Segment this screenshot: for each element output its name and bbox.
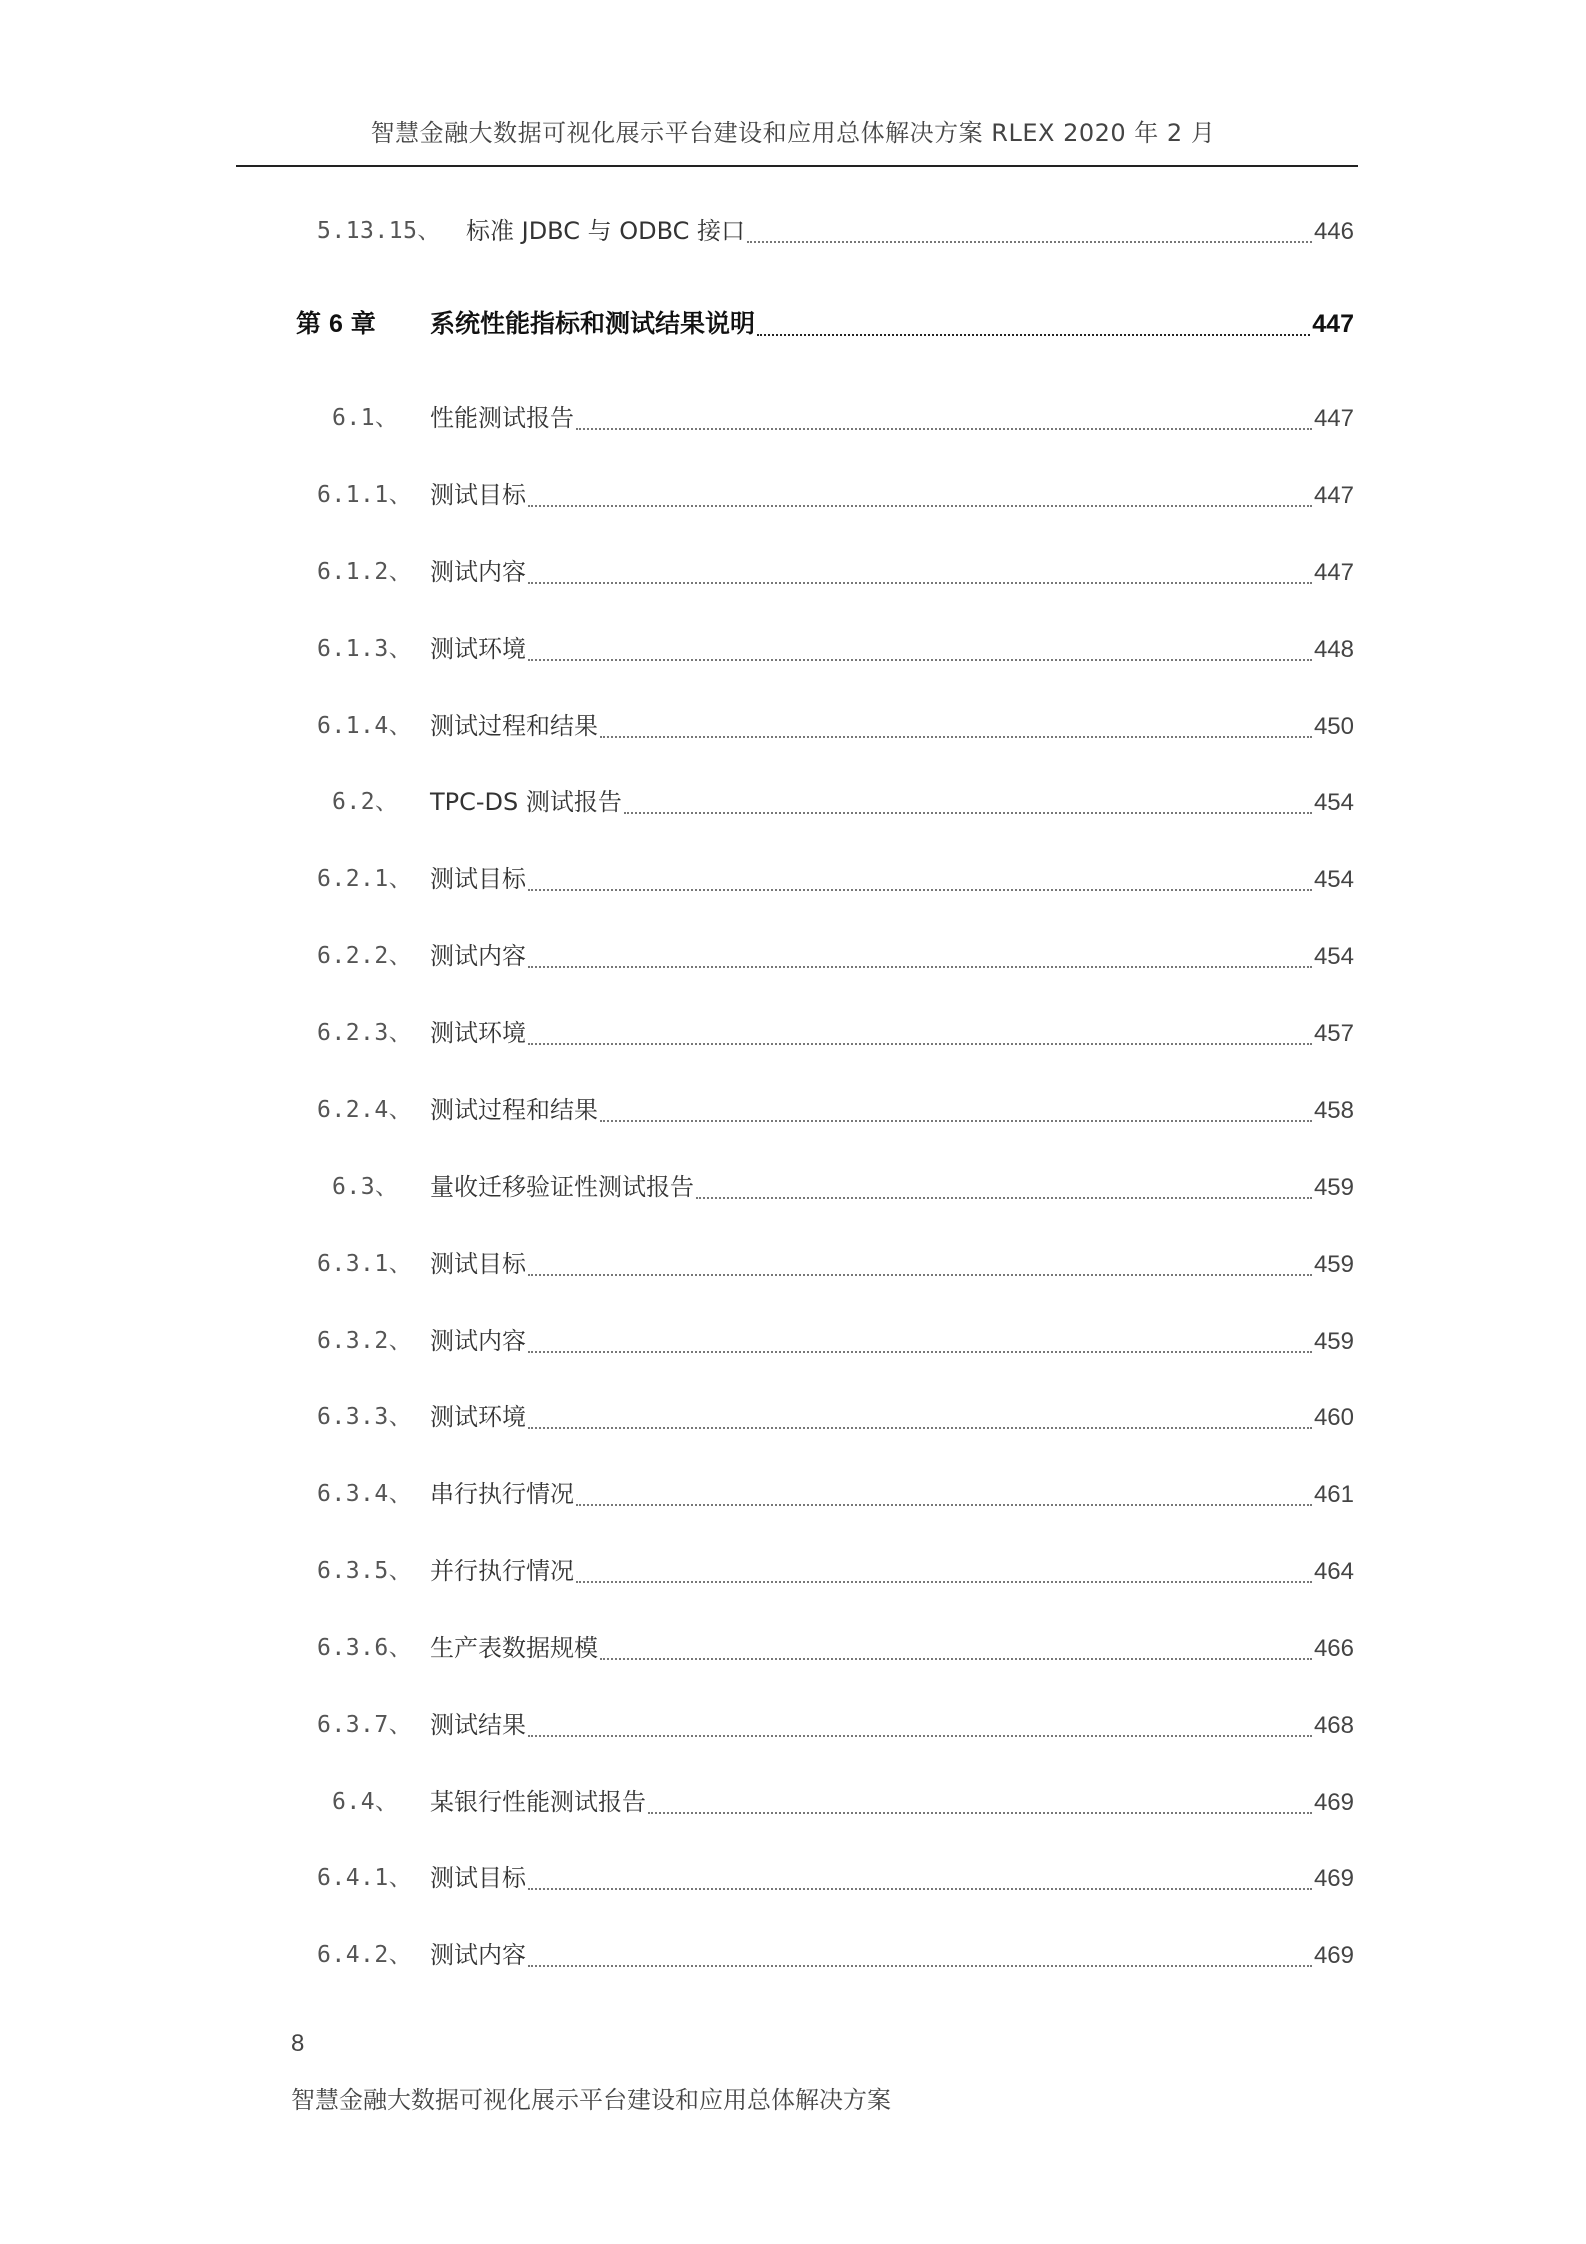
- dot-leader: [528, 1274, 1312, 1276]
- toc-entry-title: 并行执行情况: [430, 1557, 574, 1585]
- toc-entry-page: 457: [1313, 1020, 1354, 1047]
- toc-entry-6-2-4[interactable]: [0, 1090, 1586, 1130]
- toc-entry-page: 459: [1313, 1174, 1354, 1201]
- toc-entry-6-3-6[interactable]: [0, 1628, 1586, 1668]
- toc-entry-number: 6.1.4、: [317, 713, 413, 739]
- toc-entry-page: 459: [1313, 1328, 1354, 1355]
- toc-entry-6-3-4[interactable]: [0, 1474, 1586, 1514]
- toc-entry-title: 测试环境: [430, 635, 526, 663]
- page-number: 8: [291, 2030, 305, 2057]
- dot-leader: [648, 1812, 1312, 1814]
- toc-entry-number: 6.3.6、: [317, 1635, 413, 1661]
- page-footer: 智慧金融大数据可视化展示平台建设和应用总体解决方案: [291, 2086, 891, 2114]
- toc-entry-6-1-3[interactable]: [0, 629, 1586, 669]
- toc-entry-title: 测试目标: [430, 1864, 526, 1892]
- toc-entry-6-3-3[interactable]: [0, 1397, 1586, 1437]
- toc-entry-6-1-4[interactable]: [0, 706, 1586, 746]
- dot-leader: [576, 428, 1312, 430]
- toc-entry-title: 性能测试报告: [430, 404, 574, 432]
- toc-entry-number: 6.3.2、: [317, 1328, 413, 1354]
- toc-entry-6-1-2[interactable]: [0, 552, 1586, 592]
- toc-entry-number: 6.3.5、: [317, 1558, 413, 1584]
- toc-entry-6-2-2[interactable]: [0, 936, 1586, 976]
- toc-entry-page: 468: [1313, 1712, 1354, 1739]
- dot-leader: [528, 1427, 1312, 1429]
- toc-entry-number: 6.4.2、: [317, 1942, 413, 1968]
- toc-entry-6-3[interactable]: [0, 1167, 1586, 1207]
- toc-entry-page: 454: [1313, 943, 1354, 970]
- toc-entry-page: 458: [1313, 1097, 1354, 1124]
- toc-entry-6-4[interactable]: [0, 1782, 1586, 1822]
- header-divider: [236, 165, 1358, 167]
- toc-entry-page: 454: [1313, 866, 1354, 893]
- toc-entry-6-1-1[interactable]: [0, 475, 1586, 515]
- toc-entry-title: 测试环境: [430, 1019, 526, 1047]
- toc-entry-page: 450: [1313, 713, 1354, 740]
- toc-entry-page: 446: [1313, 218, 1354, 245]
- toc-entry-number: 6.2.1、: [317, 866, 413, 892]
- dot-leader: [528, 1043, 1312, 1045]
- toc-entry-title: 测试目标: [430, 481, 526, 509]
- toc-entry-number: 6.3.4、: [317, 1481, 413, 1507]
- toc-entry-title: TPC-DS 测试报告: [430, 788, 622, 816]
- dot-leader: [528, 966, 1312, 968]
- dot-leader: [528, 1965, 1312, 1967]
- toc-entry-6-3-5[interactable]: [0, 1551, 1586, 1591]
- dot-leader: [576, 1581, 1312, 1583]
- dot-leader: [528, 889, 1312, 891]
- toc-entry-6-3-2[interactable]: [0, 1321, 1586, 1361]
- toc-entry-title: 测试过程和结果: [430, 1096, 598, 1124]
- dot-leader: [747, 241, 1312, 243]
- toc-entry-title: 某银行性能测试报告: [430, 1788, 646, 1816]
- toc-entry-number: 6.2.3、: [317, 1020, 413, 1046]
- toc-entry-number: 6.1.2、: [317, 559, 413, 585]
- dot-leader: [528, 505, 1312, 507]
- toc-entry-title: 测试过程和结果: [430, 712, 598, 740]
- toc-entry-number: 6.4、: [332, 1789, 399, 1815]
- dot-leader: [576, 1504, 1312, 1506]
- toc-entry-number: 6.3.7、: [317, 1712, 413, 1738]
- toc-entry-page: 454: [1313, 789, 1354, 816]
- toc-entry-6-2-1[interactable]: [0, 859, 1586, 899]
- toc-entry-page: 447: [1312, 310, 1354, 338]
- toc-entry-6-2-3[interactable]: [0, 1013, 1586, 1053]
- toc-entry-number: 6.2.2、: [317, 943, 413, 969]
- toc-entry-page: 447: [1313, 559, 1354, 586]
- toc-entry-title: 测试目标: [430, 1250, 526, 1278]
- toc-entry-title: 系统性能指标和测试结果说明: [430, 309, 756, 338]
- toc-entry-number: 6.3.3、: [317, 1404, 413, 1430]
- toc-entry-6-2[interactable]: [0, 782, 1586, 822]
- dot-leader: [600, 736, 1312, 738]
- toc-entry-number: 6.2.4、: [317, 1097, 413, 1123]
- toc-entry-6-4-2[interactable]: [0, 1935, 1586, 1975]
- dot-leader: [528, 582, 1312, 584]
- dot-leader: [600, 1658, 1312, 1660]
- dot-leader: [528, 1735, 1312, 1737]
- toc-entry-page: 447: [1313, 405, 1354, 432]
- toc-entry-page: 459: [1313, 1251, 1354, 1278]
- toc-entry-6-4-1[interactable]: [0, 1858, 1586, 1898]
- dot-leader: [528, 1888, 1312, 1890]
- toc-entry-number: 6.1.3、: [317, 636, 413, 662]
- page-header: 智慧金融大数据可视化展示平台建设和应用总体解决方案 RLEX 2020 年 2 月: [370, 119, 1216, 147]
- dot-leader: [624, 812, 1312, 814]
- toc-entry-title: 标准 JDBC 与 ODBC 接口: [466, 217, 746, 245]
- dot-leader: [757, 334, 1310, 336]
- toc-entry-page: 461: [1313, 1481, 1354, 1508]
- toc-entry-title: 生产表数据规模: [430, 1634, 598, 1662]
- toc-entry-number: 6.3.1、: [317, 1251, 413, 1277]
- toc-entry-6-3-7[interactable]: [0, 1705, 1586, 1745]
- toc-entry-title: 测试目标: [430, 865, 526, 893]
- toc-entry-title: 测试内容: [430, 558, 526, 586]
- dot-leader: [696, 1197, 1312, 1199]
- toc-entry-number: 6.3、: [332, 1174, 399, 1200]
- toc-entry-page: 447: [1313, 482, 1354, 509]
- toc-entry-page: 464: [1313, 1558, 1354, 1585]
- toc-entry-number: 第 6 章: [296, 310, 377, 338]
- toc-entry-6-3-1[interactable]: [0, 1244, 1586, 1284]
- toc-entry-page: 448: [1313, 636, 1354, 663]
- toc-entry-6-1[interactable]: [0, 398, 1586, 438]
- toc-entry-title: 测试内容: [430, 1941, 526, 1969]
- toc-entry-number: 5.13.15、: [317, 218, 441, 244]
- toc-entry-number: 6.4.1、: [317, 1865, 413, 1891]
- toc-entry-5-13-15[interactable]: [0, 211, 1586, 251]
- toc-entry-page: 460: [1313, 1404, 1354, 1431]
- toc-entry-title: 量收迁移验证性测试报告: [430, 1173, 694, 1201]
- toc-entry-title: 测试内容: [430, 942, 526, 970]
- toc-entry-page: 469: [1313, 1865, 1354, 1892]
- toc-entry-page: 466: [1313, 1635, 1354, 1662]
- dot-leader: [528, 1351, 1312, 1353]
- toc-entry-page: 469: [1313, 1942, 1354, 1969]
- toc-entry-number: 6.2、: [332, 789, 399, 815]
- toc-entry-title: 测试内容: [430, 1327, 526, 1355]
- toc-entry-title: 测试环境: [430, 1403, 526, 1431]
- toc-entry-title: 串行执行情况: [430, 1480, 574, 1508]
- toc-entry-chapter-6[interactable]: [0, 304, 1586, 344]
- toc-entry-number: 6.1、: [332, 405, 399, 431]
- dot-leader: [600, 1120, 1312, 1122]
- toc-entry-page: 469: [1313, 1789, 1354, 1816]
- toc-entry-title: 测试结果: [430, 1711, 526, 1739]
- dot-leader: [528, 659, 1312, 661]
- toc-entry-number: 6.1.1、: [317, 482, 413, 508]
